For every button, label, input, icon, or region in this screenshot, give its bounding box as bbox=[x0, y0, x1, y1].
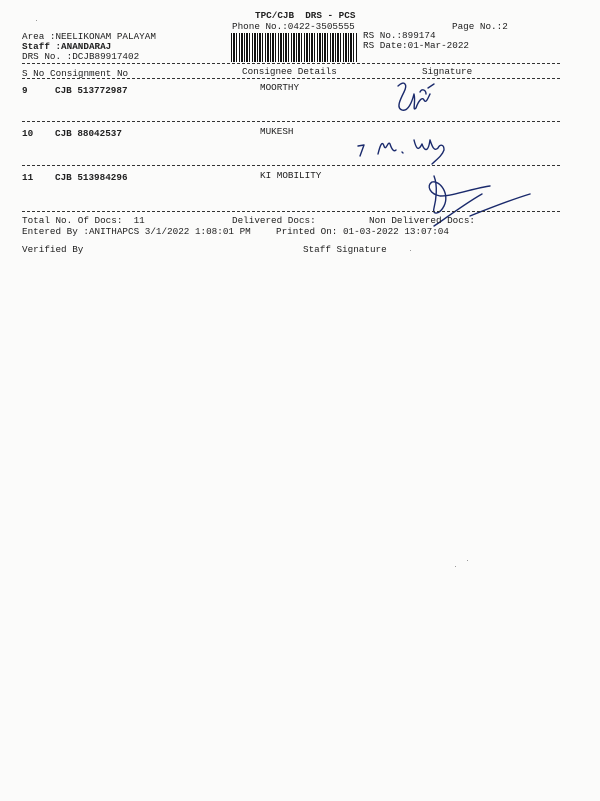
verified-by-label: Verified By bbox=[22, 244, 84, 255]
row-sno: 11 bbox=[22, 172, 34, 183]
row-sno: 10 bbox=[22, 128, 34, 139]
area-label: Area :NEELIKONAM PALAYAM bbox=[22, 31, 156, 42]
scan-speck bbox=[455, 566, 456, 567]
staff-signature-label: Staff Signature bbox=[303, 244, 387, 255]
column-header-consignment: Consignment No bbox=[50, 68, 129, 79]
barcode bbox=[231, 33, 357, 62]
row-divider bbox=[22, 211, 560, 212]
printed-on: Printed On: 01-03-2022 13:07:04 bbox=[276, 226, 449, 237]
row-consignee: MUKESH bbox=[260, 126, 294, 137]
phone-number: Phone No.:0422-3505555 bbox=[232, 21, 355, 32]
non-delivered-docs: Non Delivered Docs: bbox=[369, 215, 476, 226]
column-header-signature: Signature bbox=[422, 66, 473, 77]
row-consignee: MOORTHY bbox=[260, 82, 300, 93]
staff-label: Staff :ANANDARAJ bbox=[22, 41, 112, 52]
scan-speck bbox=[410, 250, 411, 251]
row-consignment: CJB 88042537 bbox=[55, 128, 122, 139]
total-docs: Total No. Of Docs: 11 bbox=[22, 215, 145, 226]
rs-number: RS No.:899174 bbox=[363, 30, 436, 41]
header-divider bbox=[22, 63, 560, 64]
scan-speck bbox=[36, 20, 37, 21]
row-consignee: KI MOBILITY bbox=[260, 170, 322, 181]
column-header-divider bbox=[22, 78, 560, 79]
column-header-consignee: Consignee Details bbox=[242, 66, 337, 77]
row-sno: 9 bbox=[22, 85, 28, 96]
column-header-sno: S No bbox=[22, 68, 45, 79]
page-number: Page No.:2 bbox=[452, 21, 508, 32]
entered-by: Entered By :ANITHAPCS 3/1/2022 1:08:01 PM bbox=[22, 226, 251, 237]
row-consignment: CJB 513984296 bbox=[55, 172, 128, 183]
rs-date: RS Date:01-Mar-2022 bbox=[363, 40, 470, 51]
signature-image bbox=[352, 126, 462, 166]
signature-image bbox=[392, 78, 442, 120]
delivered-docs: Delivered Docs: bbox=[232, 215, 316, 226]
scan-speck bbox=[467, 560, 468, 561]
drs-number: DRS No. :DCJB89917402 bbox=[22, 51, 140, 62]
row-divider bbox=[22, 121, 560, 122]
document-title: TPC/CJB DRS - PCS bbox=[255, 10, 356, 21]
row-consignment: CJB 513772987 bbox=[55, 85, 128, 96]
